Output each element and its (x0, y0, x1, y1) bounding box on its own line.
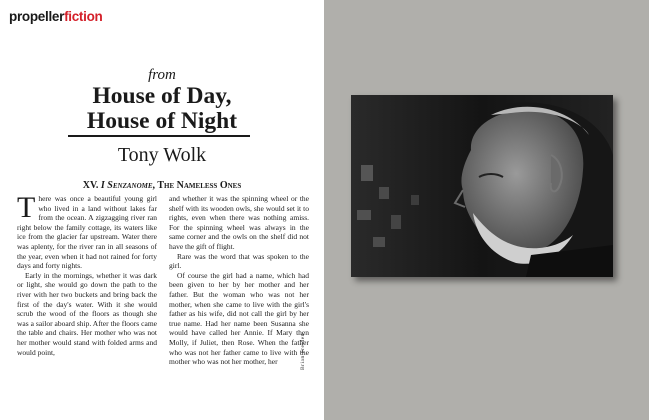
paragraph (17, 191, 157, 271)
paragraph: Early in the mornings, whether it was dark or light, she would go down the path to the river with her two buckets and bring back the first of the day's water. With it she would scrub the wood of the floors as though she was a sailor aboard ship. After the floors came the table and chairs. Her mother who was not her mother would stand with folded arms and would point, (17, 270, 157, 357)
paragraph: Rare was the word that was spoken to the girl. (169, 251, 309, 271)
title-divider (68, 135, 250, 137)
author-portrait-photo (351, 95, 613, 277)
drop-cap: T (17, 191, 36, 224)
portrait-illustration (351, 95, 613, 277)
text-column-2 (169, 194, 309, 367)
magazine-logo (9, 9, 102, 25)
section-heading (0, 179, 324, 192)
left-page (0, 0, 324, 420)
from-label: from (148, 67, 176, 83)
section-rest-title: , The Nameless Ones (152, 180, 242, 191)
section-number: XV. (82, 180, 99, 191)
photo-credit: Brian Freiden (300, 333, 306, 370)
logo-part-fiction: fiction (64, 9, 103, 24)
section-italic-title: I Senzanome (100, 180, 153, 191)
logo-part-propeller: propeller (9, 9, 65, 24)
article-title (0, 84, 324, 134)
paragraph: and whether it was the spinning wheel or the shelf with its wooden owls, she would set it to rights, even when there was nothing amiss. For the spinning wheel was always in the same corner and the owls on the shelf did not have the gift of flight. (169, 194, 309, 251)
paragraph: Of course the girl had a name, which had been given to her by her mother and her father. But the woman who was not her mother, when she came to live with the girl's father as his wife, did not call the girl by her true name. Had her name been Susanna she would have called her Annie. If Mary then Molly, if Juliet, then Rose. When the father who was not her father came to live with the mother who was not her mother, her (169, 270, 309, 367)
title-line-2: House of Night (86, 108, 238, 134)
author-name: Tony Wolk (117, 144, 207, 166)
paragraph-text: here was once a beautiful young girl who lived in a land without lakes far from the ocean. A zigzagging river ran right below the family cottage, its waters like ice from the glacier far upstream. Water there was aplenty, for the river ran in all seasons of the year, even when it had not rained for forty days and forty nights. (17, 194, 157, 271)
text-column-1 (17, 191, 157, 357)
title-line-1: House of Day, (92, 83, 232, 109)
